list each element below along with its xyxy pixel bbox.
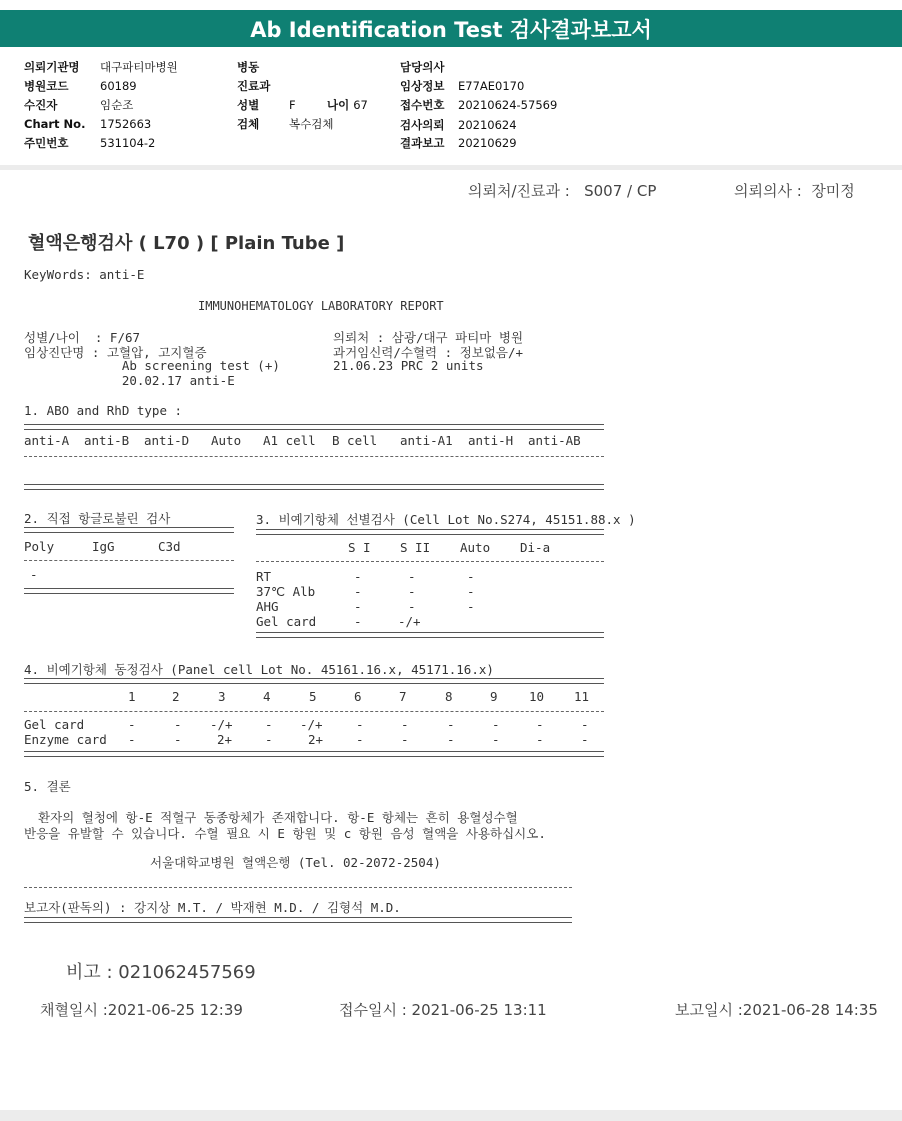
referral-hospital: 의뢰처 : 삼광/대구 파티마 병원 <box>333 330 524 345</box>
abo-header: B cell <box>332 433 378 448</box>
report-header <box>0 10 902 47</box>
screen-cell: - <box>354 614 362 629</box>
panel-cell: -/+ <box>300 717 323 732</box>
info-report-date: 결과보고 20210629 <box>400 136 517 150</box>
info-hospital-code: 병원코드 60189 <box>24 79 137 93</box>
bottom-divider <box>0 1110 902 1121</box>
receipt-time: 접수일시 : 2021-06-25 13:11 <box>339 1001 547 1019</box>
panel-cell: 2+ <box>217 732 233 747</box>
panel-header: 1 <box>128 689 136 704</box>
panel-cell: - <box>356 717 364 732</box>
panel-cell: - <box>265 732 273 747</box>
panel-header: 7 <box>399 689 407 704</box>
blood-bank-contact: 서울대학교병원 혈액은행 (Tel. 02-2072-2504) <box>150 855 441 870</box>
screen-cell: - <box>467 569 475 584</box>
screen-cell: - <box>467 584 475 599</box>
section-3-title: 3. 비예기항체 선별검사 (Cell Lot No.S274, 45151.88.x ) <box>256 512 636 527</box>
diagnosis-line-2: Ab screening test (+) <box>24 358 280 373</box>
info-age: 나이 67 <box>327 98 368 112</box>
panel-cell: - <box>174 732 182 747</box>
panel-row-label: Gel card <box>24 717 85 732</box>
abo-header: anti-A <box>24 433 70 448</box>
panel-cell: - <box>447 732 455 747</box>
double-rule <box>24 751 604 757</box>
panel-cell: - <box>581 717 589 732</box>
diagnosis-line-3: 20.02.17 anti-E <box>24 373 235 388</box>
panel-cell: - <box>492 732 500 747</box>
section-4-title: 4. 비예기항체 동정검사 (Panel cell Lot No. 45161.16.x, 45171.16.x) <box>24 662 494 677</box>
conclusion-line-2: 반응을 유발할 수 있습니다. 수혈 필요 시 E 항원 및 c 항원 음성 혈액을 사용하십시오. <box>24 826 546 841</box>
dashed-rule <box>24 560 234 561</box>
pregnancy-transfusion: 과거임신력/수혈력 : 정보없음/+ <box>333 345 524 360</box>
referrer-dept: 의뢰처/진료과 : S007 / CP <box>468 182 657 200</box>
collection-time: 채혈일시 :2021-06-25 12:39 <box>40 1001 243 1019</box>
dashed-rule <box>24 711 604 712</box>
info-receipt-no: 접수번호 20210624-57569 <box>400 98 558 112</box>
screen-header: S II <box>400 540 431 555</box>
abo-header: Auto <box>211 433 242 448</box>
screen-cell: - <box>408 569 416 584</box>
panel-cell: - <box>356 732 364 747</box>
double-rule <box>24 424 604 430</box>
screen-header: Auto <box>460 540 491 555</box>
info-patient-name: 수진자 임순조 <box>24 98 134 112</box>
panel-cell: - <box>536 732 544 747</box>
abo-header: anti-A1 <box>400 433 453 448</box>
section-2-title: 2. 직접 항글로불린 검사 <box>24 511 171 526</box>
screen-row-label: RT <box>256 569 272 584</box>
sex-age-line: 성별/나이 : F/67 <box>24 330 141 345</box>
panel-header: 9 <box>490 689 498 704</box>
panel-header: 6 <box>354 689 362 704</box>
info-dept: 진료과 <box>237 79 271 93</box>
recent-transfusion: 21.06.23 PRC 2 units <box>333 358 484 373</box>
info-hospital-name: 의뢰기관명 대구파티마병원 <box>24 60 178 74</box>
panel-cell: - <box>265 717 273 732</box>
panel-header: 8 <box>445 689 453 704</box>
info-clinical: 임상정보 E77AE0170 <box>400 79 525 93</box>
panel-cell: - <box>174 717 182 732</box>
screen-cell: - <box>467 599 475 614</box>
lab-report-title: IMMUNOHEMATOLOGY LABORATORY REPORT <box>198 299 444 313</box>
dashed-rule <box>24 887 572 888</box>
panel-cell: 2+ <box>308 732 324 747</box>
double-rule <box>24 484 604 490</box>
remark: 비고 : 021062457569 <box>66 962 256 983</box>
screen-cell: - <box>354 599 362 614</box>
abo-header: anti-D <box>144 433 190 448</box>
screen-cell: - <box>354 569 362 584</box>
panel-header: 11 <box>574 689 590 704</box>
screen-header: Di-a <box>520 540 551 555</box>
test-title: 혈액은행검사 ( L70 ) [ Plain Tube ] <box>28 233 345 254</box>
double-rule <box>24 678 604 684</box>
dat-header: Poly <box>24 539 55 554</box>
screen-row-label: Gel card <box>256 614 317 629</box>
panel-cell: - <box>401 717 409 732</box>
panel-cell: - <box>581 732 589 747</box>
abo-header: A1 cell <box>263 433 316 448</box>
panel-header: 5 <box>309 689 317 704</box>
dat-value: - <box>30 567 38 582</box>
section-1-title: 1. ABO and RhD type : <box>24 403 183 418</box>
abo-header: anti-B <box>84 433 130 448</box>
panel-cell: - <box>401 732 409 747</box>
referring-doctor: 의뢰의사 : 장미정 <box>734 182 855 200</box>
panel-cell: - <box>492 717 500 732</box>
abo-header: anti-AB <box>528 433 581 448</box>
info-doctor: 담당의사 <box>400 60 445 74</box>
panel-header: 10 <box>529 689 545 704</box>
panel-row-label: Enzyme card <box>24 732 107 747</box>
double-rule <box>24 527 234 533</box>
panel-cell: - <box>128 732 136 747</box>
conclusion-line-1: 환자의 혈청에 항-E 적혈구 동종항체가 존재합니다. 항-E 항체는 흔히 용혈성수혈 <box>38 810 518 825</box>
panel-cell: - <box>128 717 136 732</box>
panel-header: 2 <box>172 689 180 704</box>
dat-header: C3d <box>158 539 181 554</box>
screen-cell: - <box>408 584 416 599</box>
panel-header: 4 <box>263 689 271 704</box>
screen-cell: - <box>354 584 362 599</box>
panel-header: 3 <box>218 689 226 704</box>
info-sex: 성별 F <box>237 98 296 112</box>
panel-cell: - <box>447 717 455 732</box>
info-request-date: 검사의뢰 20210624 <box>400 118 517 132</box>
section-divider <box>0 165 902 170</box>
diagnosis-line: 임상진단명 : 고혈압, 고지혈증 <box>24 345 207 360</box>
screen-cell: - <box>408 599 416 614</box>
screen-header: S I <box>348 540 371 555</box>
double-rule <box>256 529 604 535</box>
panel-cell: -/+ <box>210 717 233 732</box>
keywords: KeyWords: anti-E <box>24 267 145 282</box>
double-rule <box>24 917 572 923</box>
dat-header: IgG <box>92 539 115 554</box>
report-time: 보고일시 :2021-06-28 14:35 <box>675 1001 878 1019</box>
section-5-title: 5. 결론 <box>24 779 71 794</box>
panel-cell: - <box>536 717 544 732</box>
screen-row-label: 37℃ Alb <box>256 584 316 599</box>
info-resident-no: 주민번호 531104-2 <box>24 136 156 150</box>
abo-header: anti-H <box>468 433 514 448</box>
report-title: Ab Identification Test 검사결과보고서 <box>250 17 652 42</box>
info-chart-no: Chart No. 1752663 <box>24 117 152 131</box>
screen-row-label: AHG <box>256 599 279 614</box>
double-rule <box>24 588 234 594</box>
info-specimen: 검체 복수검체 <box>237 117 334 131</box>
double-rule <box>256 632 604 638</box>
dashed-rule <box>24 456 604 457</box>
screen-cell: -/+ <box>398 614 421 629</box>
reporters: 보고자(판독의) : 강지상 M.T. / 박재현 M.D. / 김형석 M.D. <box>24 900 401 915</box>
dashed-rule <box>256 561 604 562</box>
info-ward: 병동 <box>237 60 260 74</box>
